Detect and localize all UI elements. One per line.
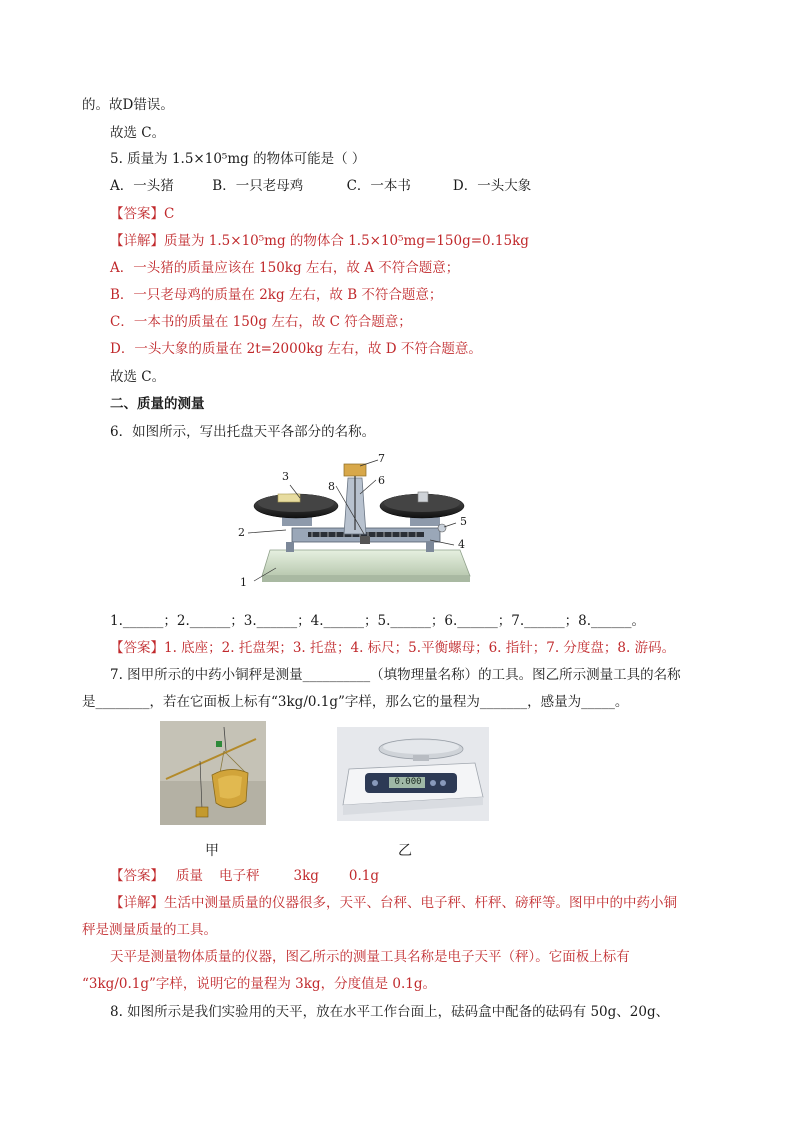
section-heading: 二、质量的测量 xyxy=(110,396,205,412)
text-line: 故选 C。 xyxy=(110,125,166,141)
q6-blanks: 1.______；2.______；3.______；4.______；5.______；6.______；7.______；8.______。 xyxy=(110,613,646,629)
answer-tag: 【答案】 xyxy=(110,868,164,884)
figure-caption-yi: 乙 xyxy=(398,843,412,859)
text-line: 的。故D错误。 xyxy=(82,97,174,113)
balance-figure xyxy=(232,450,492,589)
option-c: C．一本书 xyxy=(346,178,411,194)
detail-text: 质量为 1.5×10⁵mg 的物体合 1.5×10⁵mg=150g=0.15kg xyxy=(164,233,529,249)
option-d: D．一头大象 xyxy=(452,178,532,194)
copper-scale-photo xyxy=(160,721,266,825)
q5-detail-a: A．一头猪的质量应该在 150kg 左右，故 A 不符合题意； xyxy=(110,260,460,276)
question-8: 8. 如图所示是我们实验用的天平，放在水平工作台面上，砝码盒中配备的砝码有 50g、20g、 xyxy=(110,1004,670,1020)
q5-detail-b: B．一只老母鸡的质量在 2kg 左右，故 B 不符合题意； xyxy=(110,287,443,303)
q5-detail xyxy=(110,232,529,250)
q5-detail-c: C．一本书的质量在 150g 左右，故 C 符合题意； xyxy=(110,314,412,330)
q7-detail-2: 秤是测量质量的工具。 xyxy=(82,922,217,938)
balance-label-8: 8 xyxy=(328,480,335,493)
balance-label-7: 7 xyxy=(378,452,385,465)
question-7-line2: 是________，若在它面板上标有“3kg/0.1g”字样，那么它的量程为_______，感量为_____。 xyxy=(82,694,629,710)
answer-2: 电子秤 xyxy=(219,868,260,884)
answer-value: C xyxy=(164,206,175,222)
detail-tag: 【详解】 xyxy=(110,895,164,911)
q5-detail-d: D．一头大象的质量在 2t=2000kg 左右，故 D 不符合题意。 xyxy=(110,341,482,357)
detail-tag: 【详解】 xyxy=(110,233,164,249)
q7-detail-1 xyxy=(110,894,677,912)
q5-end: 故选 C。 xyxy=(110,369,166,385)
answer-tag: 【答案】 xyxy=(110,206,164,222)
option-b: B．一只老母鸡 xyxy=(212,178,304,194)
question-5: 5. 质量为 1.5×10⁵mg 的物体可能是（ ） xyxy=(110,151,366,167)
detail-text: 生活中测量质量的仪器很多，天平、台秤、电子秤、杆秤、磅秤等。图甲中的中药小铜 xyxy=(164,895,677,911)
question-7-line1: 7. 图甲所示的中药小铜秤是测量__________（填物理量名称）的工具。图乙所示测量工具的名称 xyxy=(110,667,681,683)
balance-label-6: 6 xyxy=(378,474,385,487)
q5-answer xyxy=(110,205,174,223)
question-6: 6．如图所示，写出托盘天平各部分的名称。 xyxy=(110,424,376,440)
q6-answer xyxy=(110,639,675,657)
answer-1: 质量 xyxy=(176,868,203,884)
balance-illustration xyxy=(232,450,492,586)
balance-label-4: 4 xyxy=(458,538,465,551)
balance-label-1: 1 xyxy=(240,576,247,589)
balance-label-3: 3 xyxy=(282,470,289,483)
balance-label-5: 5 xyxy=(460,515,467,528)
q7-detail-4: “3kg/0.1g”字样，说明它的量程为 3kg，分度值是 0.1g。 xyxy=(82,976,436,992)
q5-options xyxy=(110,177,531,195)
figure-caption-jia: 甲 xyxy=(205,843,219,859)
q7-answer xyxy=(110,867,379,885)
q7-detail-3: 天平是测量物体质量的仪器，图乙所示的测量工具名称是电子天平（秤）。它面板上标有 xyxy=(110,949,630,965)
electronic-scale-photo xyxy=(337,727,489,821)
answer-tag: 【答案】 xyxy=(110,640,164,656)
answer-3: 3kg xyxy=(293,868,319,884)
answer-value: 1. 底座；2. 托盘架；3. 托盘；4. 标尺；5.平衡螺母；6. 指针；7. 分度盘；8. 游码。 xyxy=(164,640,676,656)
balance-label-2: 2 xyxy=(238,526,245,539)
option-a: A．一头猪 xyxy=(110,178,174,194)
answer-4: 0.1g xyxy=(348,868,380,884)
scale-display-readout: 0.000 xyxy=(394,777,422,787)
